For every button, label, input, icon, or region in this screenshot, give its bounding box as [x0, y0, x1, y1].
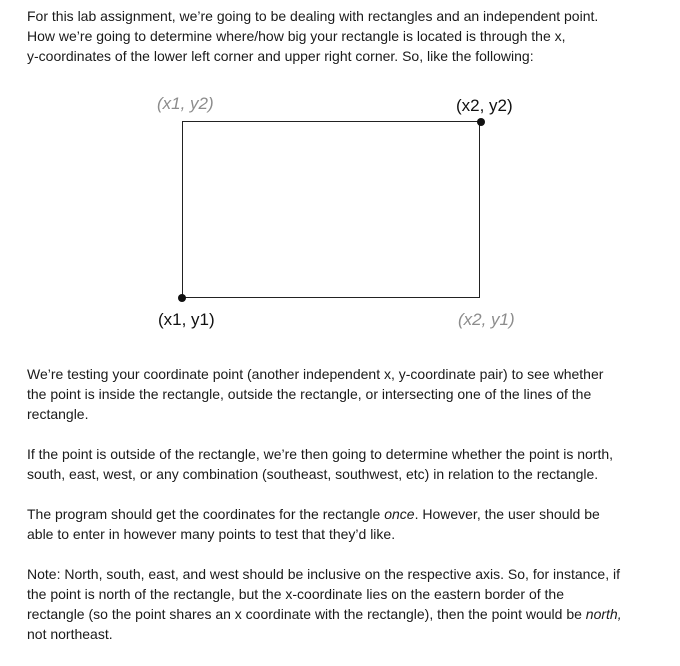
outside-paragraph — [27, 444, 657, 484]
note-line-3-emphasis: north, — [585, 606, 622, 622]
note-line-2: the point is north of the rectangle, but the x-coordinate lies on the eastern border of the — [27, 586, 565, 602]
testing-paragraph — [27, 364, 657, 424]
upper-right-point-marker — [477, 118, 485, 126]
top-left-corner-label: (x1, y2) — [157, 94, 214, 113]
program-line-1 — [27, 504, 657, 524]
intro-line-2: How we’re going to determine where/how big your rectangle is located is through the x, — [27, 28, 566, 44]
outside-line-2: south, east, west, or any combination (southeast, southwest, etc) in relation to the rectangle. — [27, 466, 599, 482]
testing-line-2: the point is inside the rectangle, outside the rectangle, or intersecting one of the lines of the — [27, 386, 592, 402]
program-paragraph — [27, 504, 657, 544]
note-line-4: not northeast. — [27, 626, 113, 642]
testing-line-3: rectangle. — [27, 406, 89, 422]
note-line-3 — [27, 604, 657, 624]
program-line-1-emphasis: once — [384, 506, 415, 522]
program-line-2: able to enter in however many points to test that they’d like. — [27, 526, 396, 542]
program-line-1-end: . However, the user should be — [414, 506, 600, 522]
testing-line-1: We’re testing your coordinate point (another independent x, y-coordinate pair) to see whether — [27, 366, 604, 382]
top-right-corner-label: (x2, y2) — [456, 96, 513, 115]
intro-line-1: For this lab assignment, we’re going to be dealing with rectangles and an independent point. — [27, 8, 599, 24]
program-line-1-start: The program should get the coordinates for the rectangle — [27, 506, 385, 522]
lower-left-point-marker — [178, 294, 186, 302]
intro-line-3: y-coordinates of the lower left corner and upper right corner. So, like the following: — [27, 48, 534, 64]
note-line-1: Note: North, south, east, and west should be inclusive on the respective axis. So, for instance, if — [27, 566, 620, 582]
bottom-left-corner-label: (x1, y1) — [158, 310, 215, 329]
rectangle-outline — [182, 121, 480, 298]
note-line-3-start: rectangle (so the point shares an x coordinate with the rectangle), then the point would be — [27, 606, 586, 622]
outside-line-1: If the point is outside of the rectangle, we’re then going to determine whether the point is north, — [27, 446, 614, 462]
note-paragraph — [27, 564, 657, 644]
bottom-right-corner-label: (x2, y1) — [458, 310, 515, 329]
